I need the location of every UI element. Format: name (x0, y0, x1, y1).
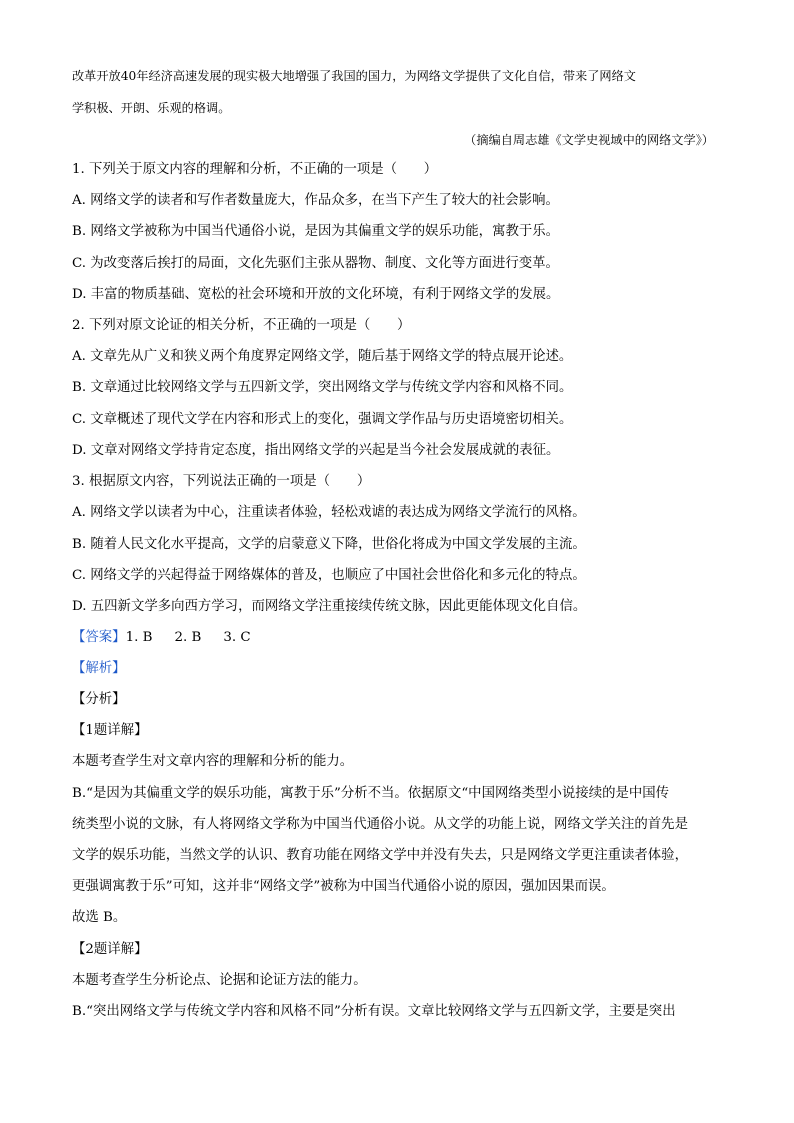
analysis-text: B.“突出网络文学与传统文学内容和风格不同”分析有误。文章比较网络文学与五四新文学，主要是突出 (72, 1004, 676, 1019)
question-option: B. 随着人民文化水平提高，文学的启蒙意义下降，世俗化将成为中国文学发展的主流。 (72, 537, 586, 552)
question-option: A. 文章先从广义和狭义两个角度界定网络文学，随后基于网络文学的特点展开论述。 (72, 349, 573, 364)
question-stem: 3. 根据原文内容，下列说法正确的一项是（ ） (72, 474, 371, 489)
analysis-text: B.“是因为其偏重文学的娱乐功能，寓教于乐”分析不当。依据原文“中国网络类型小说接续的是中国传 (72, 786, 670, 801)
section-heading: 【1题详解】 (72, 723, 148, 738)
analysis-label: 【解析】 (72, 661, 126, 676)
answer-line (72, 628, 251, 648)
question-option: B. 网络文学被称为中国当代通俗小说，是因为其偏重文学的娱乐功能，寓教于乐。 (72, 224, 560, 239)
question-option: D. 文章对网络文学持肯定态度，指出网络文学的兴起是当今社会发展成就的表征。 (72, 443, 560, 458)
passage-source: （摘编自周志雄《文学史视域中的网络文学》） (464, 133, 714, 147)
passage-line: 学积极、开朗、乐观的格调。 (72, 101, 231, 115)
passage-line: 改革开放40年经济高速发展的现实极大地增强了我国的国力，为网络文学提供了文化自信，带来了网络文 (72, 69, 636, 83)
answer-2: 2. B (174, 630, 202, 645)
question-option: C. 为改变落后挨打的局面，文化先驱们主张从器物、制度、文化等方面进行变革。 (72, 256, 559, 271)
question-stem: 1. 下列关于原文内容的理解和分析，不正确的一项是（ ） (72, 162, 438, 177)
analysis-text: 本题考查学生分析论点、论据和论证方法的能力。 (72, 973, 367, 988)
analysis-text: 文学的娱乐功能，当然文学的认识、教育功能在网络文学中并没有失去，只是网络文学更注重读者体验， (72, 848, 688, 863)
answer-1: 1. B (125, 630, 153, 645)
question-option: A. 网络文学的读者和写作者数量庞大，作品众多，在当下产生了较大的社会影响。 (72, 193, 559, 208)
question-option: D. 五四新文学多向西方学习，而网络文学注重接续传统文脉，因此更能体现文化自信。 (72, 599, 587, 614)
question-option: B. 文章通过比较网络文学与五四新文学，突出网络文学与传统文学内容和风格不同。 (72, 380, 573, 395)
analysis-text: 故选 B。 (72, 910, 127, 925)
answer-3: 3. C (223, 630, 251, 645)
section-heading: 【分析】 (72, 692, 126, 707)
question-option: C. 网络文学的兴起得益于网络媒体的普及，也顺应了中国社会世俗化和多元化的特点。 (72, 568, 586, 583)
question-option: A. 网络文学以读者为中心，注重读者体验，轻松戏谑的表达成为网络文学流行的风格。 (72, 505, 586, 520)
analysis-text: 更强调寓教于乐”可知，这并非“网络文学”被称为中国当代通俗小说的原因，强加因果而误。 (72, 879, 615, 894)
question-stem: 2. 下列对原文论证的相关分析，不正确的一项是（ ） (72, 318, 411, 333)
answer-label: 【答案】 (72, 630, 126, 645)
analysis-text: 本题考查学生对文章内容的理解和分析的能力。 (72, 754, 354, 769)
analysis-text: 统类型小说的文脉，有人将网络文学称为中国当代通俗小说。从文学的功能上说，网络文学关注的首先是 (72, 817, 688, 832)
question-option: D. 丰富的物质基础、宽松的社会环境和开放的文化环境，有利于网络文学的发展。 (72, 287, 560, 302)
question-option: C. 文章概述了现代文学在内容和形式上的变化，强调文学作品与历史语境密切相关。 (72, 412, 573, 427)
section-heading: 【2题详解】 (72, 942, 148, 957)
